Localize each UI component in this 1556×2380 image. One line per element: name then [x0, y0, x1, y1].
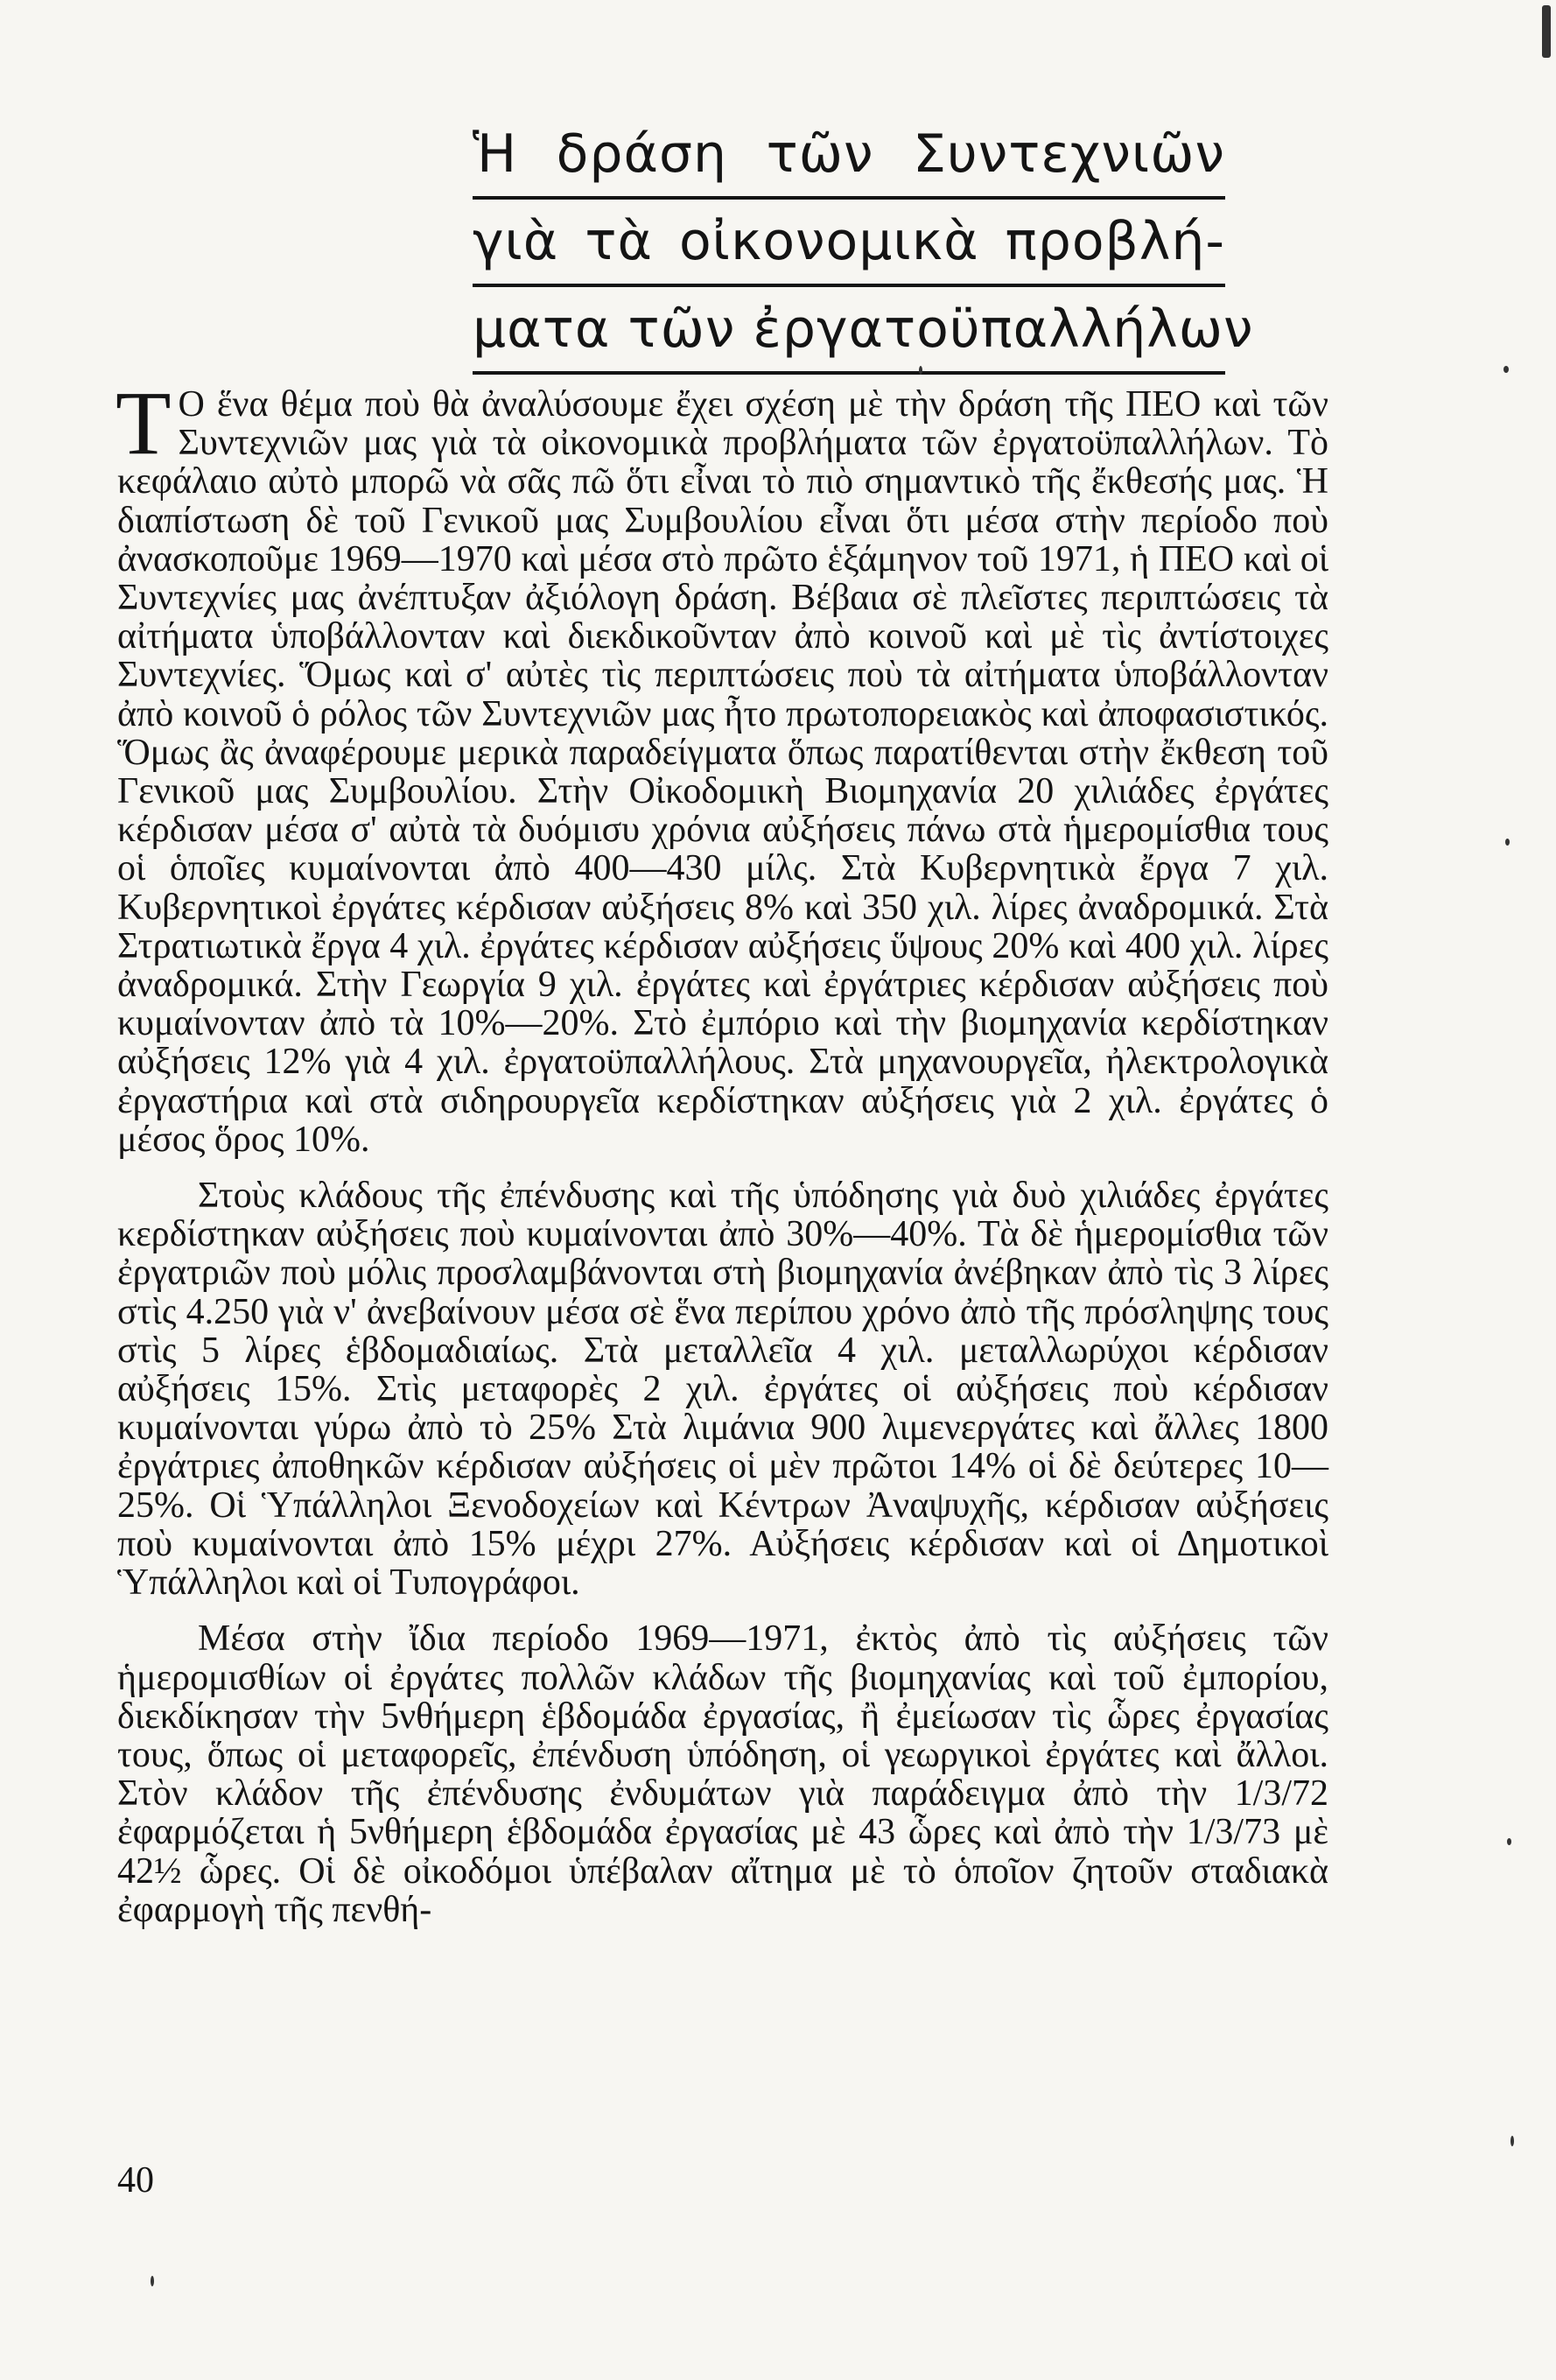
paragraph-2: Στοὺς κλάδους τῆς ἐπένδυσης καὶ τῆς ὑπόδησης γιὰ δυὸ χιλιάδες ἐργάτες κερδίστηκαν αὐξήσεις ποὺ κυμαίνονται ἀπὸ 30%—40%. Τὰ δὲ ἡμερομίσθια τῶν ἐργατριῶν ποὺ μόλις προσλαμβάνονται στὴ βιομηχανία ἀνέβηκαν ἀπὸ τὶς 3 λίρες στὶς 4.250 γιὰ ν' ἀνεβαίνουν μέσα σὲ ἕνα περίπου χρόνο ἀπὸ τῆς πρόσληψης τους στὶς 5 λίρες ἑβδομαδιαίως. Στὰ μεταλλεῖα 4 χιλ. μεταλλωρύχοι κέρδισαν αὐξήσεις 15%. Στὶς μεταφορὲς 2 χιλ. ἐργάτες οἱ αὐξήσεις ποὺ κέρδισαν κυμαίνονται γύρω ἀπὸ τὸ 25% Στὰ λιμάνια 900 λιμενεργάτες καὶ ἄλλες 1800 ἐργάτριες ἀποθηκῶν κέρδισαν αὐξήσεις οἱ μὲν πρῶτοι 14% οἱ δὲ δεύτερες 10—25%. Οἱ Ὑπάλληλοι Ξενοδοχείων καὶ Κέντρων Ἀναψυχῆς, κέρδισαν αὐξήσεις ποὺ κυμαίνονται ἀπὸ 15% μέχρι 27%. Αὐξήσεις κέρδισαν καὶ οἱ Δημοτικοὶ Ὑπάλληλοι καὶ οἱ Τυπογράφοι. [117, 1176, 1328, 1604]
scan-speck [1503, 366, 1509, 373]
paragraph-3: Μέσα στὴν ἴδια περίοδο 1969—1971, ἐκτὸς ἀπὸ τὶς αὐξήσεις τῶν ἡμερομισθίων οἱ ἐργάτες πολλῶν κλάδων τῆς βιομηχανίας καὶ τοῦ ἐμπορίου, διεκδίκησαν τὴν 5νθήμερη ἑβδομάδα ἐργασίας, ἢ ἐμείωσαν τὶς ὧρες ἐργασίας τους, ὅπως οἱ μεταφορεῖς, ἐπένδυση ὑπόδηση, οἱ γεωργικοὶ ἐργάτες καὶ ἄλλοι. Στὸν κλάδον τῆς ἐπένδυσης ἐνδυμάτων γιὰ παράδειγμα ἀπὸ τὴν 1/3/72 ἐφαρμόζεται ἡ 5νθήμερη ἑβδομάδα ἐργασίας μὲ 43 ὧρες καὶ ἀπὸ τὴν 1/3/73 μὲ 42½ ὧρες. Οἱ δὲ οἰκοδόμοι ὑπέβαλαν αἴτημα μὲ τὸ ὁποῖον ζητοῦν σταδιακὰ ἐφαρμογὴ τῆς πενθή- [117, 1618, 1328, 1930]
scan-speck [1510, 2136, 1514, 2146]
paragraph-1-text: Ο ἕνα θέμα ποὺ θὰ ἀναλύσουμε ἔχει σχέση μὲ τὴν δράση τῆς ΠΕΟ καὶ τῶν Συντεχνιῶν μας γιὰ τὰ οἰκονομικὰ προβλήματα τῶν ἐργατοϋπαλλήλων. Τὸ κεφάλαιο αὐτὸ μπορῶ νὰ σᾶς πῶ ὅτι εἶναι τὸ πιὸ σημαντικὸ τῆς ἔκθεσής μας. Ἡ διαπίστωση δὲ τοῦ Γενικοῦ μας Συμβουλίου εἶναι ὅτι μέσα στὴν περίοδο ποὺ ἀνασκοποῦμε 1969—1970 καὶ μέσα στὸ πρῶτο ἑξάμηνον τοῦ 1971, ἡ ΠΕΟ καὶ οἱ Συντεχνίες μας ἀνέπτυξαν ἀξιόλογη δράση. Βέβαια σὲ πλεῖστες περιπτώσεις τὰ αἰτήματα ὑποβάλλονταν καὶ διεκδικοῦνταν ἀπὸ κοινοῦ καὶ μὲ τὶς ἀντίστοιχες Συντεχνίες. Ὅμως καὶ σ' αὐτὲς τὶς περιπτώσεις ποὺ τὰ αἰτήματα ὑποβάλλονταν ἀπὸ κοινοῦ ὁ ρόλος τῶν Συντεχνιῶν μας ἦτο πρωτοπορειακὸς καὶ ἀποφασιστικός. Ὅμως ἂς ἀναφέρουμε μερικὰ παραδείγματα ὅπως παρατίθενται στὴν ἔκθεση τοῦ Γενικοῦ μας Συμβουλίου. Στὴν Οἰκοδομικὴ Βιομηχανία 20 χιλιάδες ἐργάτες κέρδισαν μέσα σ' αὐτὰ τὰ δυόμισυ χρόνια αὐξήσεις πάνω στὰ ἡμερομίσθια τους οἱ ὁποῖες κυμαίνονται ἀπὸ 400—430 μίλς. Στὰ Κυβερνητικὰ ἔργα 7 χιλ. Κυβερνητικοὶ ἐργάτες κέρδισαν αὐξήσεις 8% καὶ 350 χιλ. λίρες ἀναδρομικά. Στὰ Στρατιωτικὰ ἔργα 4 χιλ. ἐργάτες κέρδισαν αὐξήσεις ὕψους 20% καὶ 400 χιλ. λίρες ἀναδρομικά. Στὴν Γεωργία 9 χιλ. ἐργάτες καὶ ἐργάτριες κέρδισαν αὐξήσεις ποὺ κυμαίνονταν ἀπὸ τὰ 10%—20%. Στὸ ἐμπόριο καὶ τὴν βιομηχανία κερδίστηκαν αὐξήσεις 12% γιὰ 4 χιλ. ἐργατοϋπαλλήλους. Στὰ μηχανουργεῖα, ἠλεκτρολογικὰ ἐργαστήρια καὶ στὰ σιδηρουργεῖα κερδίστηκαν αὐξήσεις γιὰ 2 χιλ. ἐργάτες ὁ μέσος ὅρος 10%. [117, 384, 1328, 1160]
title-line-1: Ἡ δράση τῶν Συντεχνιῶν [473, 112, 1225, 200]
scan-speck [1505, 839, 1510, 846]
title-line-3: ματα τῶν ἐργατοϋπαλλήλων [473, 287, 1225, 375]
article-body [116, 373, 1328, 1930]
article-title [473, 112, 1254, 375]
title-line-2: γιὰ τὰ οἰκονομικὰ προβλή- [473, 200, 1225, 287]
scan-speck [1507, 1838, 1511, 1845]
drop-cap: Τ [116, 373, 172, 474]
scan-speck [919, 366, 922, 375]
scan-speck [1542, 5, 1551, 58]
paragraph-1 [116, 373, 1328, 1160]
page-number: 40 [117, 2160, 154, 2201]
scan-speck [151, 2276, 154, 2286]
